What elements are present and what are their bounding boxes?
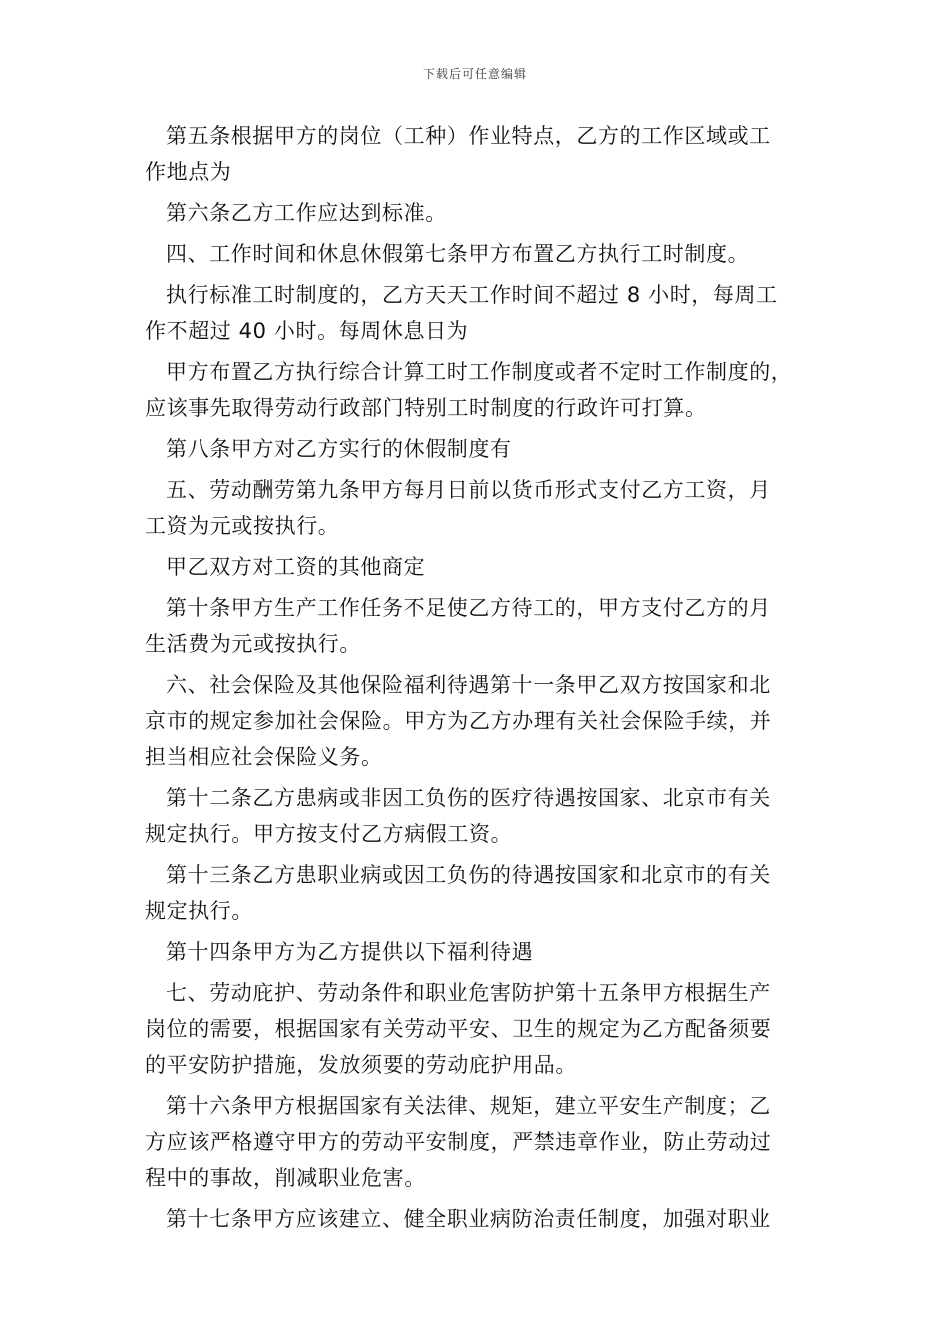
paragraph-line: 第十二条乙方患病或非因工负伤的医疗待遇按国家、北京市有关 — [166, 786, 771, 810]
paragraph-article-17 — [145, 1201, 815, 1237]
paragraph-line: 四、工作时间和休息休假第七条甲方布置乙方执行工时制度。 — [166, 242, 750, 266]
paragraph-line: 规定执行。甲方按支付乙方病假工资。 — [145, 822, 513, 846]
paragraph-section-5 — [145, 472, 815, 544]
paragraph-line: 作不超过 40 小时。每周休息日为 — [145, 319, 469, 343]
paragraph-article-6 — [145, 195, 815, 231]
paragraph-article-10 — [145, 590, 815, 662]
paragraph-section-6 — [145, 667, 815, 775]
paragraph-wage-agreement — [145, 549, 815, 585]
paragraph-line: 规定执行。 — [145, 899, 253, 923]
paragraph-line: 第十六条甲方根据国家有关法律、规矩，建立平安生产制度；乙 — [166, 1094, 771, 1118]
paragraph-line: 第十三条乙方患职业病或因工负伤的待遇按国家和北京市的有关 — [166, 863, 771, 887]
paragraph-line: 五、劳动酬劳第九条甲方每月日前以货币形式支付乙方工资，月 — [166, 478, 771, 502]
paragraph-line: 工资为元或按执行。 — [145, 514, 340, 538]
paragraph-section-4 — [145, 236, 815, 272]
paragraph-line: 方应该严格遵守甲方的劳动平安制度，严禁违章作业，防止劳动过 — [145, 1130, 772, 1154]
paragraph-line: 第十四条甲方为乙方提供以下福利待遇 — [166, 940, 534, 964]
paragraph-article-12 — [145, 780, 815, 852]
paragraph-special-hours — [145, 354, 815, 426]
paragraph-line: 生活费为元或按执行。 — [145, 632, 361, 656]
paragraph-line: 甲乙双方对工资的其他商定 — [166, 555, 426, 579]
document-body — [145, 118, 815, 1242]
paragraph-line: 六、社会保险及其他保险福利待遇第十一条甲乙双方按国家和北 — [166, 673, 771, 697]
paragraph-article-5 — [145, 118, 815, 190]
paragraph-line: 的平安防护措施，发放须要的劳动庇护用品。 — [145, 1053, 577, 1077]
paragraph-line: 应该事先取得劳动行政部门特别工时制度的行政许可打算。 — [145, 396, 707, 420]
paragraph-line: 担当相应社会保险义务。 — [145, 745, 383, 769]
paragraph-line: 第十七条甲方应该建立、健全职业病防治责任制度，加强对职业 — [166, 1207, 771, 1231]
paragraph-line: 第八条甲方对乙方实行的休假制度有 — [166, 437, 512, 461]
paragraph-line: 第十条甲方生产工作任务不足使乙方待工的，甲方支付乙方的月 — [166, 596, 771, 620]
page-header-note: 下载后可任意编辑 — [422, 67, 527, 81]
paragraph-article-16 — [145, 1088, 815, 1196]
paragraph-article-14 — [145, 934, 815, 970]
paragraph-standard-hours — [145, 277, 815, 349]
paragraph-article-8 — [145, 431, 815, 467]
paragraph-line: 京市的规定参加社会保险。甲方为乙方办理有关社会保险手续，并 — [145, 709, 772, 733]
paragraph-line: 程中的事故，削减职业危害。 — [145, 1166, 426, 1190]
paragraph-line: 第六条乙方工作应达到标准。 — [166, 201, 447, 225]
paragraph-line: 七、劳动庇护、劳动条件和职业危害防护第十五条甲方根据生产 — [166, 981, 771, 1005]
paragraph-line: 岗位的需要，根据国家有关劳动平安、卫生的规定为乙方配备须要 — [145, 1017, 772, 1041]
paragraph-line: 作地点为 — [145, 160, 232, 184]
paragraph-line: 执行标准工时制度的，乙方天天工作时间不超过 8 小时，每周工 — [166, 283, 778, 307]
paragraph-line: 第五条根据甲方的岗位（工种）作业特点，乙方的工作区域或工 — [166, 124, 771, 148]
paragraph-article-13 — [145, 857, 815, 929]
paragraph-section-7 — [145, 975, 815, 1083]
paragraph-line: 甲方布置乙方执行综合计算工时工作制度或者不定时工作制度的， — [166, 360, 793, 384]
